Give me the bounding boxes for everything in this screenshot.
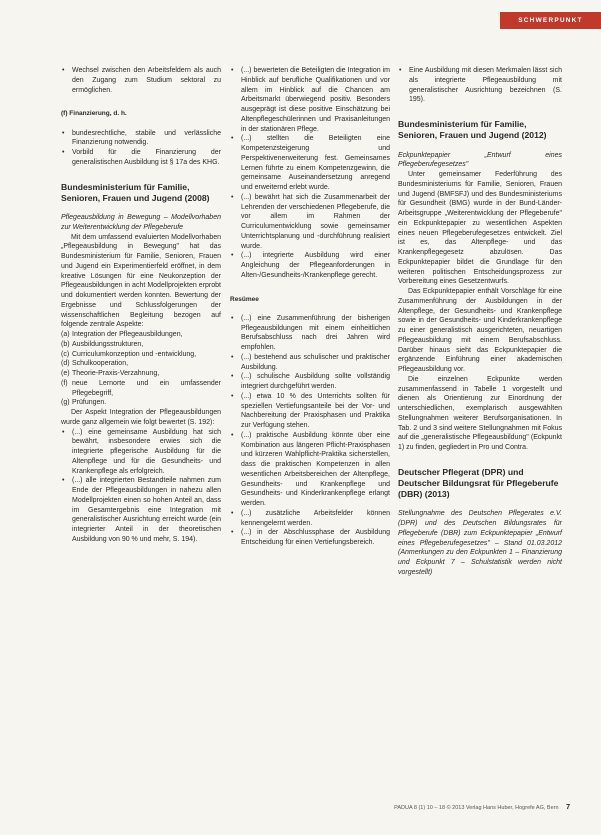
bullet-item: • (...) praktische Ausbildung könnte über eine Kombination aus längeren Pflicht-Praxisphasen und kürzeren Wahlpflicht-Praktika sicherstellen, dass die praktischen Kompetenzen in allen wesentlichen Arbeitsbereichen der Altenpflege, Gesundheits- und Krankenpflege und Gesundheits- und Kinderkrankenpflege erlangt werden. — [230, 431, 390, 509]
bullet-item: • (...) eine Zusammenführung der bisherigen Pflegeausbildungen mit einem einheitlichen Berufsabschluss nach drei Jahren wird empfohlen. — [230, 314, 390, 353]
paragraph: Der Aspekt Integration der Pflegeausbildungen wurde ganz allgemein wie folgt bewertet (S. 192): — [61, 409, 221, 426]
bullet-item: • bundesrechtliche, stabile und verlässliche Finanzierung notwendig. — [61, 129, 221, 149]
list-item — [61, 369, 221, 379]
paragraph: Das Eckpunktepapier enthält Vorschläge für eine Zusammenführung der Ausbildungen in der Altenpflege, der Gesundheits- und Krankenpflege sowie in der Gesundheits- und Kinderkrankenpflege zu einer generalistisch ausgerichteten, neuartigen Pflegeausbildung mit einem Berufsabschluss. Darüber hinaus sieht das Eckpunktepapier die ergänzende Einführung einer akademischen Pflegeausbildung vor. — [398, 288, 562, 373]
bullet-item: • (...) etwa 10 % des Unterrichts sollten für speziellen Vertiefungsanteile bei der Vor- und Nachbereitung der Praxisphasen und Praktika zur Verfügung stehen. — [230, 392, 390, 431]
list-item — [61, 379, 221, 399]
list-item — [61, 340, 221, 350]
bullet-item: • (...) eine gemeinsame Ausbildung hat sich bewährt, insbesondere erwies sich die integrierte pflegerische Ausbildung für die Altenpflege und für die Gesundheits- und Krankenpflege als erfolgreich. — [61, 428, 221, 477]
bullet-item: • (...) bewährt hat sich die Zusammenarbeit der Lehrenden der verschiedenen Pflegeberufe, die vor allem im Rahmen der Curriculumentwicklung sowie gemeinsamer Unterrichtsplanung und -durchführung realisiert wurde. — [230, 193, 390, 252]
list-text: Curriculumkonzeption und -entwicklung, — [72, 350, 197, 358]
intro-italic: Eckpunktepapier „Entwurf eines Pflegeberufegesetzes" — [398, 151, 562, 169]
bullet-item: • Eine Ausbildung mit diesen Merkmalen lässt sich als integrierte Pflegeausbildung mit generalistischer Ausrichtung bezeichnen (S. 195). — [398, 66, 562, 105]
section-heading: Bundesministerium für Familie, Senioren, Frauen und Jugend (2012) — [398, 119, 547, 140]
bullet-item: • (...) in der Abschlussphase der Ausbildung Entscheidung für einen Vertiefungsbereich. — [230, 528, 390, 548]
bullet-item: • (...) bewerteten die Beteiligten die Integration im Hinblick auf berufliche Qualifikationen und vor allem im Hinblick auf die Chancen am Arbeitsmarkt überwiegend positiv. Besonders ausgeprägt ist diese positive Einschätzung bei Altenpflegeschülerinnen und Praxisanleitungen in der stationären Pflege. — [230, 66, 390, 134]
intro-italic: Pflegeausbildung in Bewegung – Modellvorhaben zur Weiterentwicklung der Pflegeberufe — [61, 214, 221, 231]
list-marker: (d) — [61, 360, 70, 368]
list-marker: (e) — [61, 370, 70, 377]
column-2 — [230, 66, 390, 548]
list-marker: (f) — [61, 379, 68, 387]
intro-italic: Stellungnahme des Deutschen Pflegerates e.V. (DPR) und des Deutschen Bildungsrates für Pflegeberufe (DBR) zum Eckpunktepapier „Entwurf eines Pflegeberufegesetzes" – Stand 01.03.2012 (Anmerkungen zu den Eckpunkten 1 – Finanzierung und Eckpunkt 7 – Schulstatistik werden nicht vorgestellt) — [398, 510, 562, 576]
footer-citation: PADUA 8 (1) 10 – 18 © 2013 Verlag Hans Huber, Hogrefe AG, Bern — [394, 805, 559, 811]
list-item — [61, 359, 221, 369]
bullet-item: • (...) stellten die Beteiligten eine Kompetenzsteigerung und Perspektivenerweiterung fest. Gemeinsames Lernen führte zu einem Kompetenzgewinn, die gemeinsame Auseinandersetzung anregend und erweiternd erlebt wurde. — [230, 134, 390, 193]
page-number: 7 — [566, 804, 570, 811]
column-1 — [61, 66, 221, 545]
list-marker: (b) — [61, 340, 70, 348]
column-3 — [398, 66, 562, 578]
bullet-item: • Wechsel zwischen den Arbeitsfeldern als auch den Zugang zum Studium sektoral zu ermöglichen. — [61, 66, 221, 95]
list-marker: (a) — [61, 331, 70, 338]
list-text: Ausbildungsstrukturen, — [72, 340, 144, 348]
list-text: Theorie-Praxis-Verzahnung, — [72, 370, 160, 377]
list-text: Schulkooperation, — [72, 360, 129, 368]
section-heading: Bundesministerium für Familie, Senioren, Frauen und Jugend (2008) — [61, 181, 210, 203]
list-text: neue Lernorte und ein umfassender Pflegebegriff, — [72, 379, 221, 397]
section-heading: Deutscher Pflegerat (DPR) und Deutscher Bildungsrat für Pflegeberufe (DBR) (2013) — [398, 466, 559, 499]
list-marker: (c) — [61, 350, 70, 358]
list-heading: (f) Finanzierung, d. h. — [61, 110, 127, 118]
list-item — [61, 398, 221, 408]
paragraph: Mit dem umfassend evaluierten Modellvorhaben „Pflegeausbildung in Bewegung" hat das Bundesministerium für Familie, Senioren, Frauen und Jugend ein Experimentierfeld eröffnet, in dem kreative Lösungen für eine Neukonzeption der Pflegeausbildungen in acht Modellprojekten erprobt und dokumentiert werden konnten. Bewertung der Ergebnisse und Schlussfolgerungen der wissenschaftlichen Begleitung bezogen auf folgende zentrale Aspekte: — [61, 233, 221, 329]
page-footer — [380, 804, 570, 811]
bullet-item: • (...) schulische Ausbildung sollte vollständig integriert durchgeführt werden. — [230, 372, 390, 392]
bullet-item: • (...) zusätzliche Arbeitsfelder können kennengelernt werden. — [230, 509, 390, 529]
section-tab: SCHWERPUNKT — [500, 12, 601, 29]
bullet-item: • (...) bestehend aus schulischer und praktischer Ausbildung. — [230, 353, 390, 373]
list-marker: (g) — [61, 399, 70, 407]
bullet-item: • Vorbild für die Finanzierung der generalistischen Ausbildung ist § 17a des KHG. — [61, 148, 221, 168]
bullet-item: • (...) integrierte Ausbildung wird einer Angleichung der Pflegeanforderungen in Alten-/Gesundheits-/Krankenpflege gerecht. — [230, 251, 390, 280]
bullet-item: • (...) alle integrierten Bestandteile nahmen zum Ende der Pflegeausbildungen in nahezu allen Modellprojekten einen so hohen Anteil an, dass im Gesamtergebnis eine Integration mit generalistischer Ausrichtung erreicht wurde (ein integrierter Anteil in der theoretischen Ausbildung von 90 % und mehr, S. 194). — [61, 476, 221, 544]
list-text: Integration der Pflegeausbildungen, — [72, 331, 183, 338]
list-item — [61, 330, 221, 340]
paragraph: Unter gemeinsamer Federführung des Bundesministeriums für Familie, Senioren, Frauen und Jugend (BMFSFJ) und des Bundesministeriums für Gesundheit (BMG) wurde in der Bund-Länder-Arbeitsgruppe „Weiterentwicklung der Pflegeberufe" ein Eckpunktepapier zu wesentlichen Aspekten eines neuen Pflegeberufegesetzes entwickelt. Ziel ist es, das Altenpflege- und das Krankenpflegegesetz abzulösen. Das Eckpunktepapier bildet die Grundlage für den weiteren politischen Entscheidungsprozess zur Vorbereitung eines Gesetzentwurfs. — [398, 171, 562, 286]
paragraph: Die einzelnen Eckpunkte werden zusammenfassend in Tabelle 1 vorgestellt und dienen als Orientierung zur Einordnung der unterschiedlichen, exemplarisch ausgewählten Stellungnahmen weiterer Berufsorganisationen. In Tab. 2 und 3 sind weitere Stellungnahmen mit Fokus auf die „generalistische Pflegeausbildung" (Eckpunkt 1) zu finden, gegliedert in Pro und Contra. — [398, 375, 562, 451]
list-text: Prüfungen. — [72, 399, 107, 407]
list-item — [61, 350, 221, 360]
subheading-resuemee: Resümee — [230, 295, 259, 303]
